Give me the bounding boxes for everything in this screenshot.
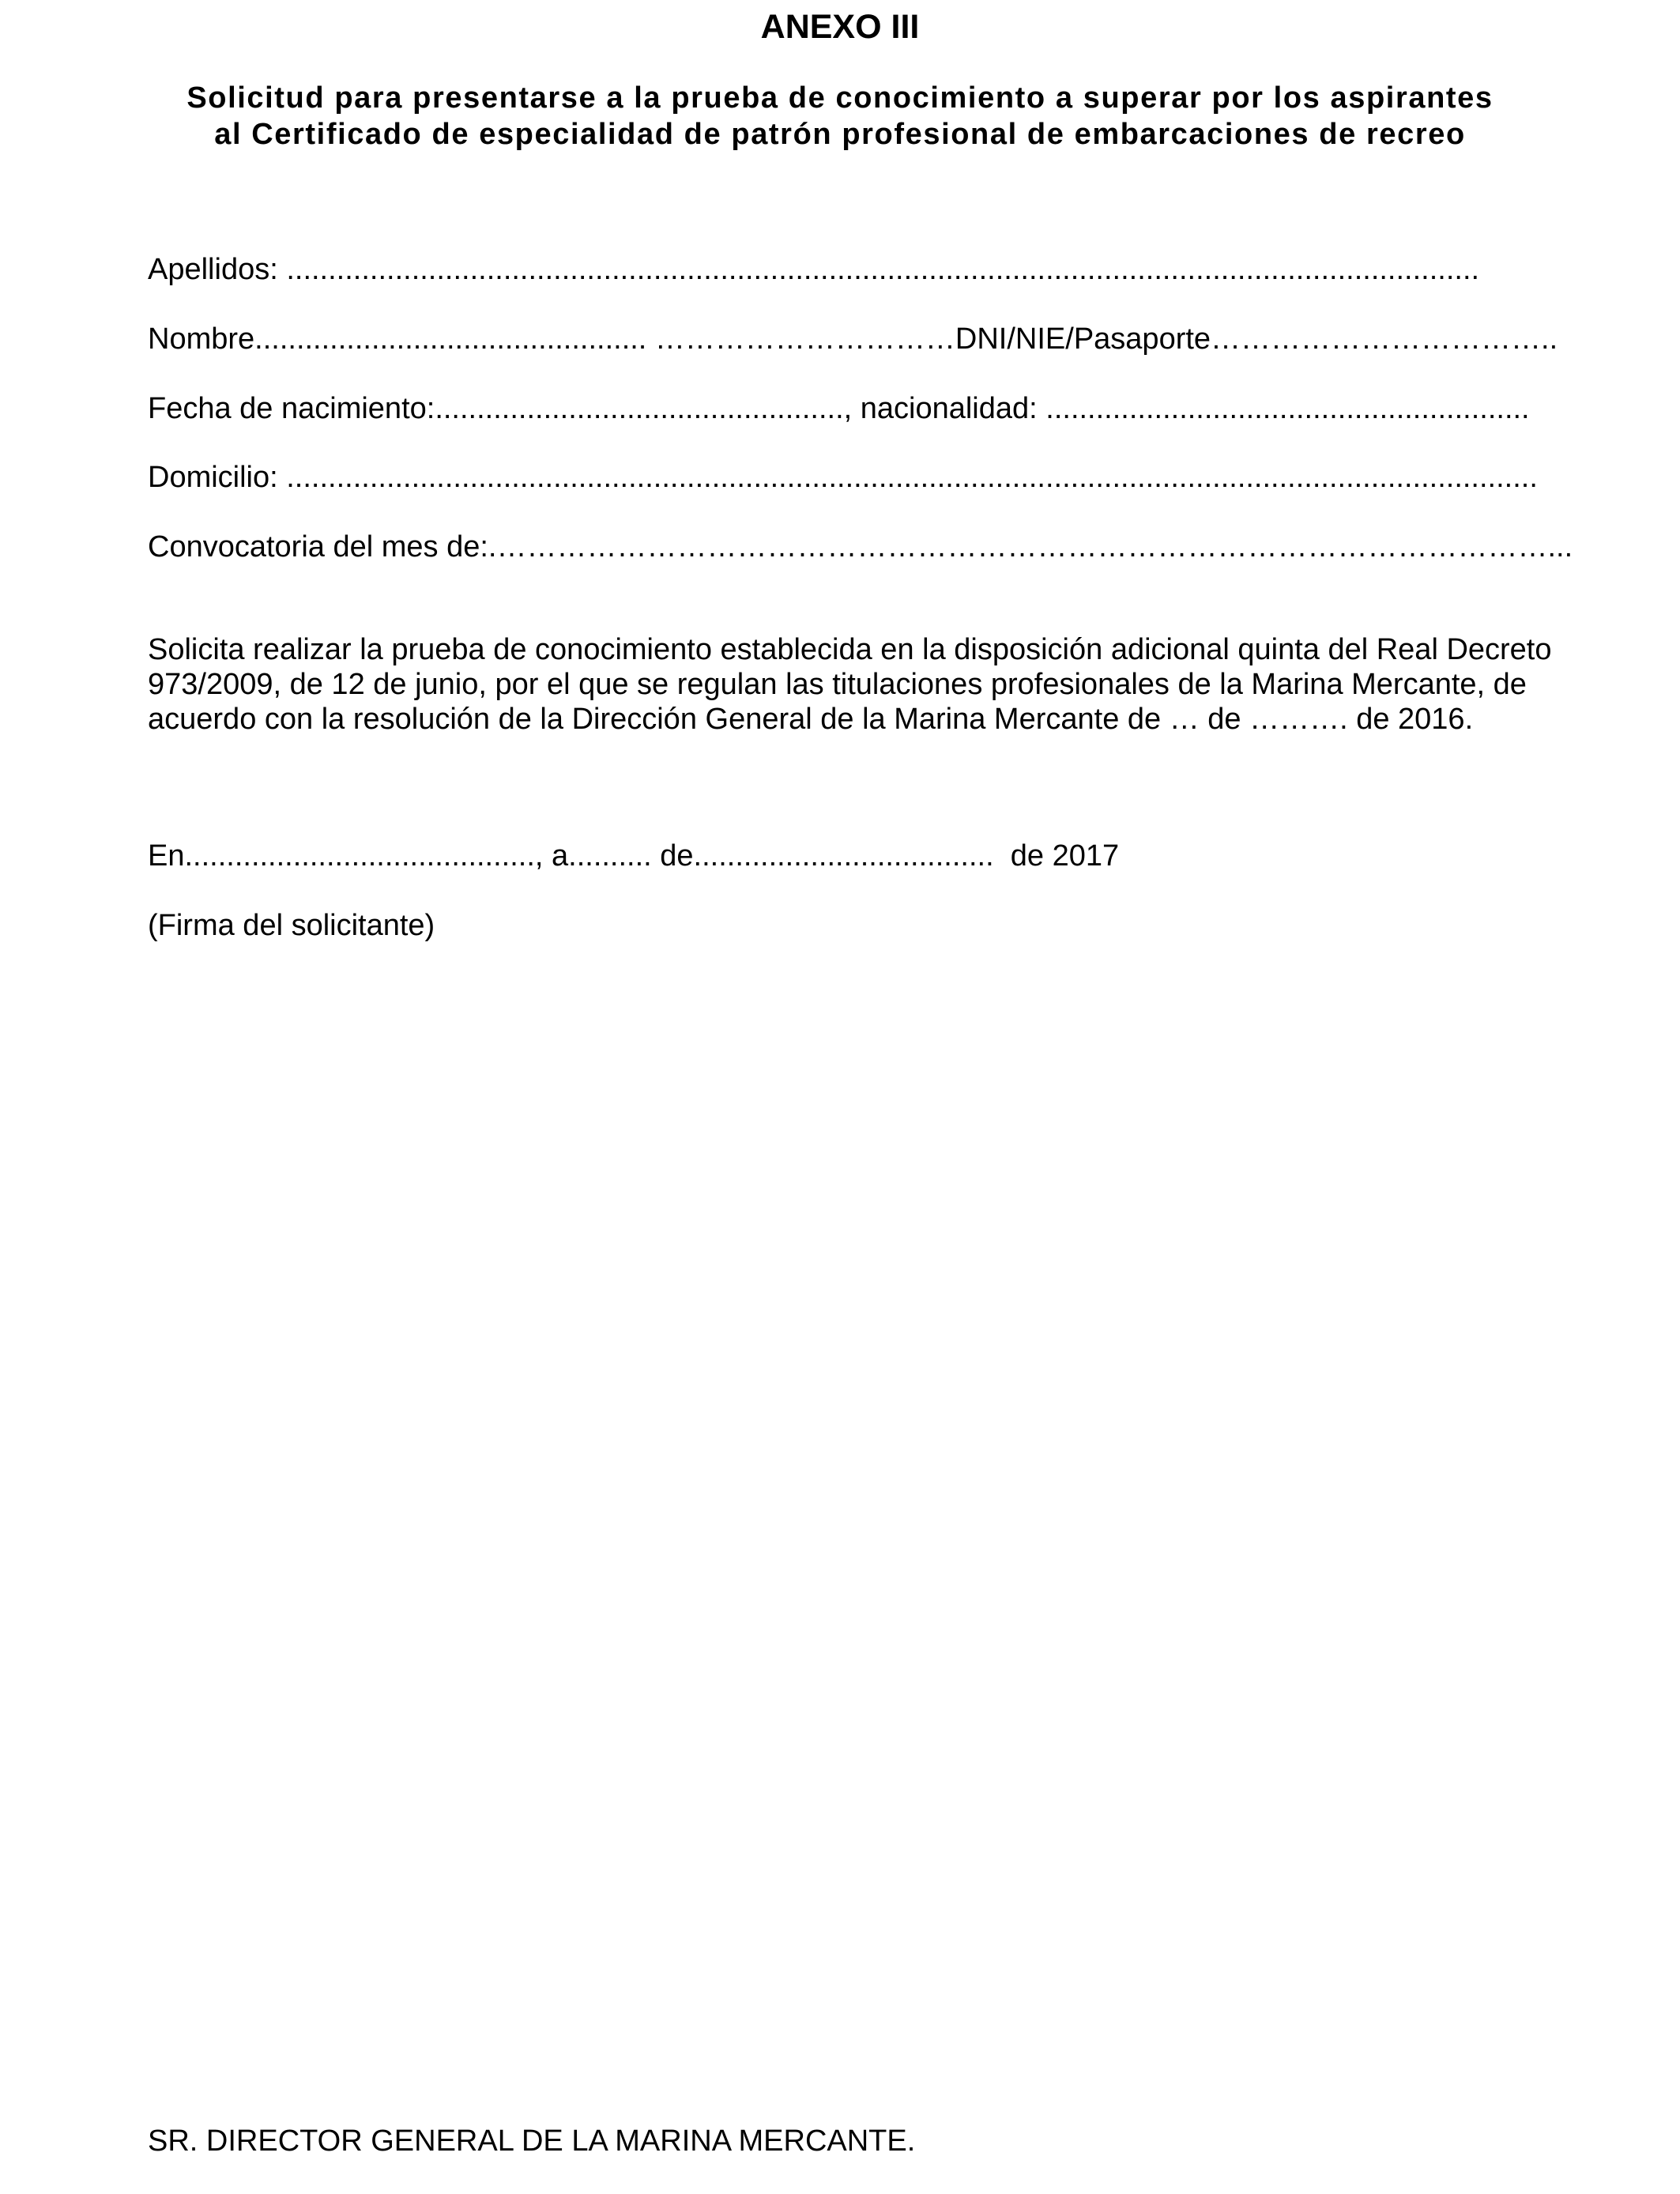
paragraph-line: acuerdo con la resolución de la Dirección General de la Marina Mercante de … de ………. de 2016. — [148, 703, 1474, 736]
field-fecha-nacionalidad: Fecha de nacimiento:................................................., nacionalidad: .......................................................... — [148, 392, 1530, 425]
paragraph-line: 973/2009, de 12 de junio, por el que se regulan las titulaciones profesionales de la Marina Mercante, de — [148, 668, 1527, 701]
signature-label: (Firma del solicitante) — [148, 909, 435, 942]
field-convocatoria: Convocatoria del mes de:.……………………………………………………………………………………………... — [148, 530, 1573, 564]
document-title: ANEXO III — [760, 8, 920, 46]
subtitle-line: Solicitud para presentarse a la prueba de conocimiento a superar por los aspirantes — [186, 81, 1494, 115]
paragraph-line: Solicita realizar la prueba de conocimiento establecida en la disposición adicional quinta del Real Decreto — [148, 633, 1552, 666]
addressee-line: SR. DIRECTOR GENERAL DE LA MARINA MERCANTE. — [148, 2124, 916, 2158]
request-paragraph — [148, 632, 1552, 737]
field-domicilio: Domicilio: ...................................................................................................................................................... — [148, 461, 1538, 494]
field-apellidos: Apellidos: ............................................................................................................................................... — [148, 253, 1480, 286]
subtitle-line: al Certificado de especialidad de patrón profesional de embarcaciones de recreo — [214, 118, 1466, 151]
field-nombre-dni: Nombre............................................... …………………………DNI/NIE/Pasaporte…………………………….. — [148, 322, 1558, 356]
document-subtitle — [0, 80, 1680, 153]
place-date-line: En.........................................., a.......... de.................................... de 2017 — [148, 839, 1120, 873]
